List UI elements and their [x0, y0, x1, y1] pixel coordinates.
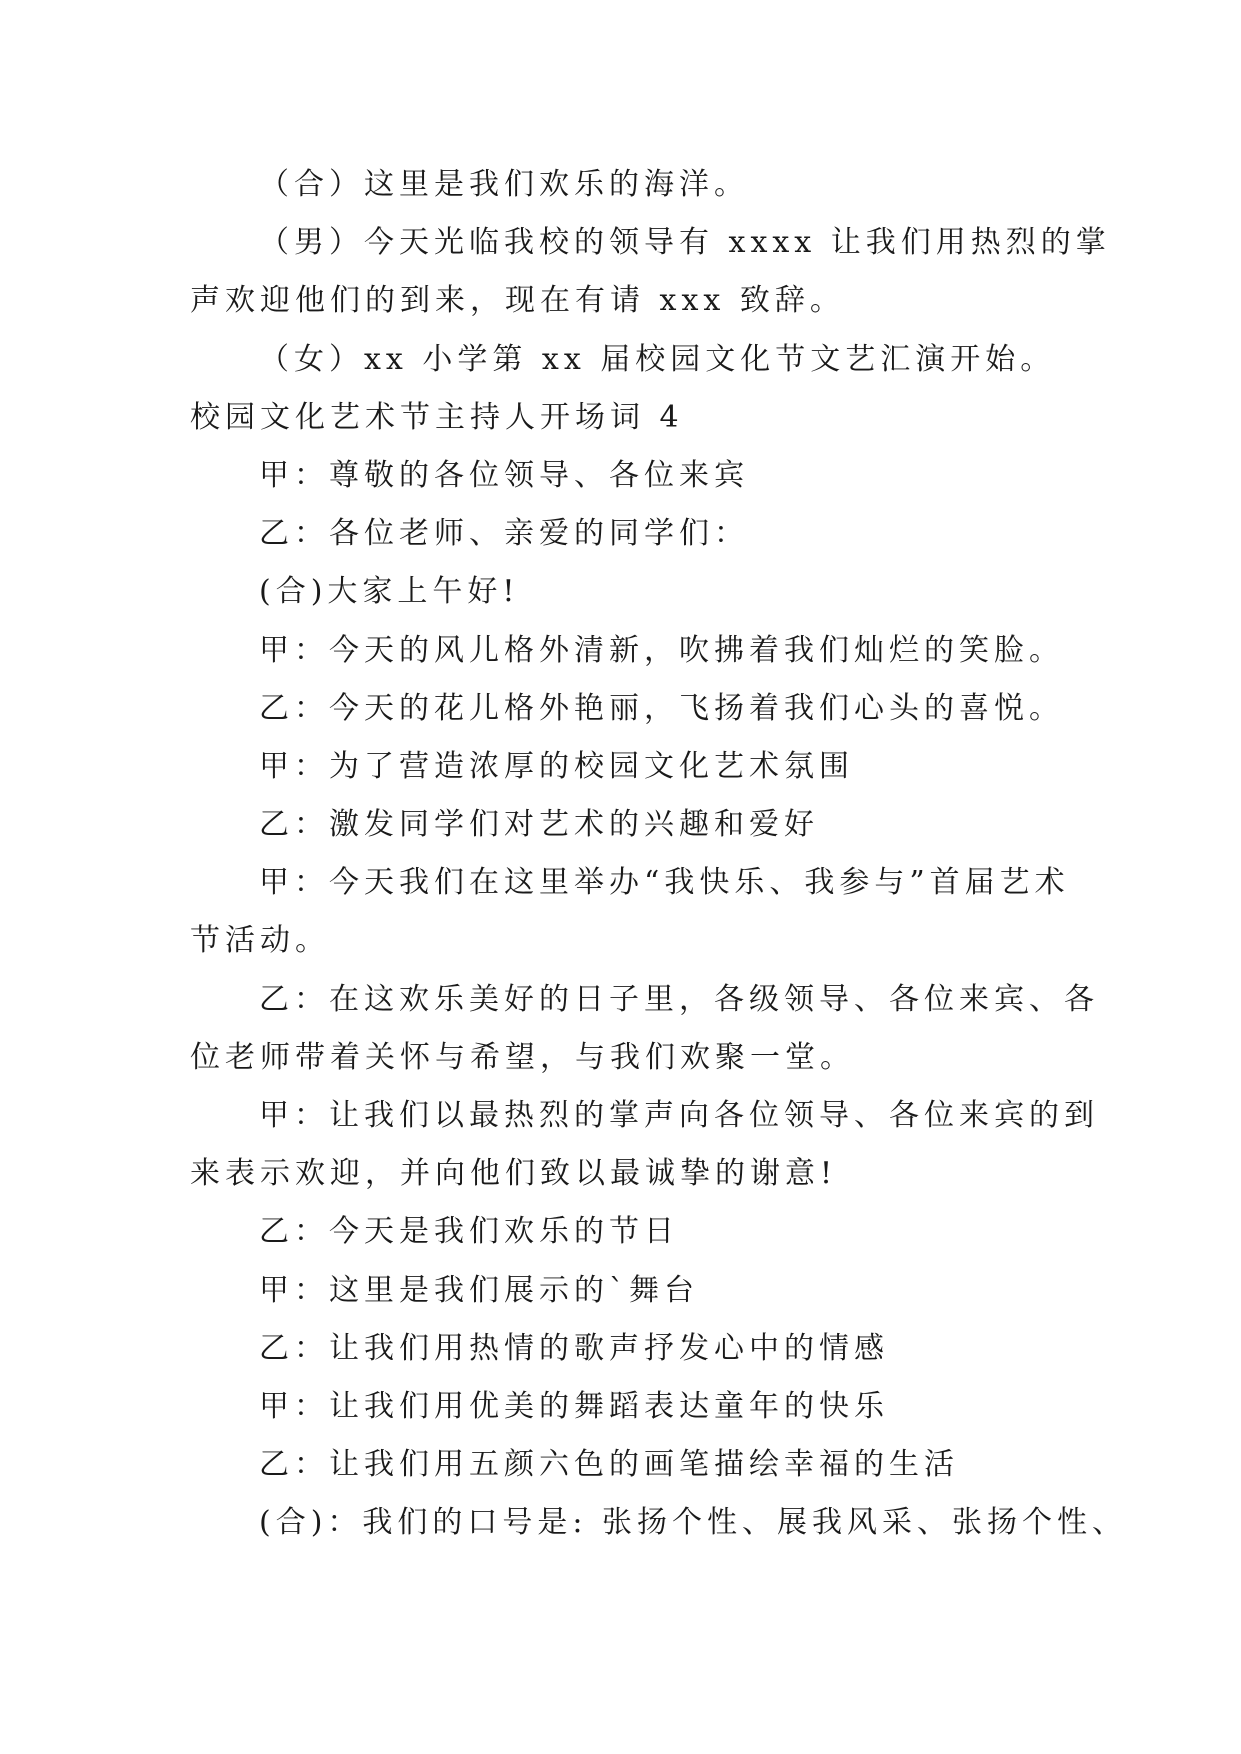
paragraph-line: 乙：今天的花儿格外艳丽，飞扬着我们心头的喜悦。 — [259, 690, 1064, 726]
paragraph-line: 甲：让我们用优美的舞蹈表达童年的快乐 — [259, 1388, 889, 1424]
paragraph-continuation: 节活动。 — [190, 923, 330, 959]
paragraph-line: 甲：为了营造浓厚的校园文化艺术氛围 — [259, 748, 854, 784]
paragraph-line: （女）xx 小学第 xx 届校园文化节文艺汇演开始。 — [259, 341, 1056, 377]
paragraph-line: 甲：让我们以最热烈的掌声向各位领导、各位来宾的到 — [259, 1098, 1099, 1133]
paragraph-line: 甲：今天的风儿格外清新，吹拂着我们灿烂的笑脸。 — [259, 632, 1064, 668]
paragraph-line: 乙：各位老师、亲爱的同学们： — [259, 516, 749, 552]
paragraph-line: (合)：我们的口号是: 张扬个性、展我风采、张扬个性、 — [259, 1505, 1128, 1541]
paragraph-line: (合)大家上午好! — [259, 574, 520, 610]
paragraph-line: 乙：激发同学们对艺术的兴趣和爱好 — [259, 807, 819, 843]
paragraph-line: 甲：这里是我们展示的`舞台 — [259, 1272, 699, 1308]
paragraph-line: 乙：在这欢乐美好的日子里，各级领导、各位来宾、各 — [259, 981, 1099, 1017]
paragraph-line: （合）这里是我们欢乐的海洋。 — [259, 167, 749, 202]
paragraph-line: 甲：今天我们在这里举办“我快乐、我参与”首届艺术 — [259, 865, 1070, 901]
paragraph-continuation: 位老师带着关怀与希望，与我们欢聚一堂。 — [190, 1039, 855, 1075]
paragraph-continuation: 声欢迎他们的到来，现在有请 xxx 致辞。 — [190, 283, 845, 319]
paragraph-line: 乙：让我们用热情的歌声抒发心中的情感 — [259, 1330, 889, 1366]
paragraph-line: （男）今天光临我校的领导有 xxxx 让我们用热烈的掌 — [259, 225, 1111, 261]
paragraph-continuation: 来表示欢迎，并向他们致以最诚挚的谢意! — [190, 1156, 838, 1192]
paragraph-line: 乙：让我们用五颜六色的画笔描绘幸福的生活 — [259, 1447, 959, 1483]
document-body — [190, 156, 1128, 1553]
section-heading: 校园文化艺术节主持人开场词 4 — [190, 399, 684, 435]
paragraph-line: 乙：今天是我们欢乐的节日 — [259, 1214, 679, 1250]
paragraph-line: 甲：尊敬的各位领导、各位来宾 — [259, 457, 749, 493]
